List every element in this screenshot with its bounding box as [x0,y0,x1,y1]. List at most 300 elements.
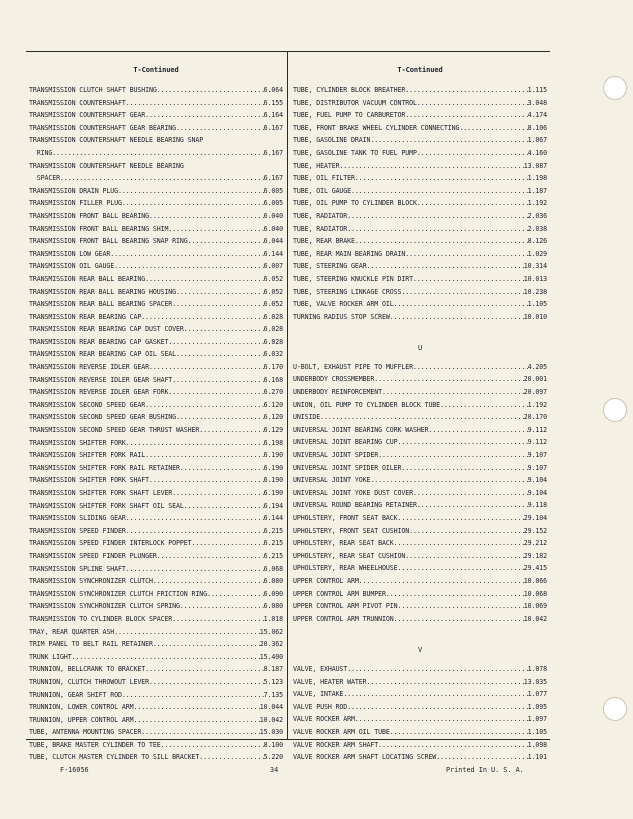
entry-label: TRANSMISSION TO CYLINDER BLOCK SPACER [29,614,173,623]
binder-hole-top [603,76,627,100]
index-entry [293,474,547,487]
right-column [293,64,547,764]
right-column-heading: T-Continued [397,66,443,74]
entry-label: UNIVERSAL ROUND BEARING RETAINER [293,501,417,510]
entry-reference-number: 6.064 [263,86,283,94]
entry-reference-number: 1.018 [263,614,283,623]
entry-label: UNDERBODY REINFORCEMENT [293,388,383,397]
entry-label: SPACER [29,174,60,183]
page-number: 34 [270,766,279,774]
index-entry [293,613,547,626]
entry-label: TUBE, OIL PUMP TO CYLINDER BLOCK [293,199,417,208]
leader-dots [397,562,523,575]
entry-label: RING [29,148,53,157]
entry-label: TRANSMISSION SECOND SPEED GEAR BUSHING [29,413,177,422]
entry-label: TUBE, STEERING LINKAGE CROSS [293,287,402,296]
entry-reference-number: 6.190 [263,489,283,497]
left-column [29,64,283,764]
entry-reference-number: 10.068 [523,589,547,598]
index-entry [293,399,547,412]
entry-label: TRANSMISSION COUNTERSHAFT NEEDLE BEARING SNAP [29,136,204,145]
entry-label: TURNING RADIUS STOP SCREW [293,312,390,321]
index-entry [29,537,283,550]
index-entry [293,235,547,248]
entry-reference-number: 20.170 [523,413,547,422]
entry-label: TUBE, ANTENNA MOUNTING SPACER [29,728,142,737]
index-entry [29,626,283,639]
entry-label: UNIVERSAL JOINT YOKE [293,476,371,485]
leader-dots [370,474,527,487]
index-entry [293,373,547,386]
index-entry [293,386,547,399]
entry-reference-number: 20.097 [523,388,547,397]
entry-reference-number: 10.042 [523,614,547,623]
index-entry [293,273,547,286]
entry-reference-number: 29.415 [523,564,547,573]
entry-label: TRIM PANEL TO BELT RAIL RETAINER [29,640,153,649]
leader-dots [199,751,263,764]
entry-label: TUBE, DISTRIBUTOR VACUUM CONTROL [293,98,417,107]
index-entry [29,424,283,437]
entry-label: TRANSMISSION REAR BEARING CAP DUST COVER [29,325,184,334]
index-entry [293,147,547,160]
index-entry [293,286,547,299]
leader-dots [126,525,264,538]
leader-dots [394,613,524,626]
entry-reference-number: 8.100 [263,740,283,749]
leader-dots [126,563,264,576]
entry-label: TRANSMISSION REVERSE IDLER GEAR FORK [29,388,169,397]
index-entry [29,689,283,702]
entry-label: UPHOLSTERY, REAR WHEELHOUSE [293,564,398,573]
entry-reference-number: 1.187 [527,186,547,195]
leader-dots [176,286,264,299]
entry-reference-number: 6.144 [263,514,283,523]
entry-reference-number: 6.155 [263,98,283,107]
entry-label: UPPER CONTROL ARM [293,576,359,585]
index-entry [29,600,283,613]
entry-label: TUBE, HEATER [293,161,340,170]
entry-label: TRANSMISSION SHIFTER FORK [29,438,126,447]
form-number: F-16056 [60,766,89,774]
leader-dots [145,449,264,462]
index-entry [29,172,283,185]
index-entry [29,411,283,424]
leader-dots [355,172,528,185]
leader-dots [118,185,264,198]
index-entry [29,147,283,160]
index-entry [293,713,547,726]
entry-reference-number: 6.028 [263,325,283,334]
entry-label: UPPER CONTROL ARM BUMPER [293,589,386,598]
entry-label: TRANSMISSION CLUTCH SHAFT BUSHING [29,86,157,94]
entry-reference-number: 6.028 [263,337,283,346]
entry-reference-number: 1.101 [527,753,547,762]
leader-dots [126,97,264,110]
entry-label: TRANSMISSION REVERSE IDLER GEAR [29,363,149,372]
entry-label: VALVE PUSH ROD [293,702,348,711]
entry-reference-number: 4.174 [527,111,547,120]
leader-dots [409,525,524,538]
entry-reference-number: 10.010 [523,312,547,321]
entry-label: TRANSMISSION SHIFTER FORK RAIL [29,451,146,460]
index-entry [293,726,547,739]
entry-label: TRANSMISSION OIL GAUGE [29,262,115,271]
index-entry [29,487,283,500]
leader-dots [149,361,264,374]
entry-reference-number: 6.190 [263,463,283,472]
entry-label: TRANSMISSION REAR BALL BEARING HOUSING [29,287,177,296]
entry-label: TRAY, REAR QUARTER ASH [29,627,115,636]
leader-dots [145,663,264,676]
index-entry [293,462,547,475]
leader-dots [378,449,528,462]
index-entry [29,449,283,462]
leader-dots [355,235,528,248]
entry-label: TRANSMISSION SHIFTER FORK SHAFT [29,476,149,485]
entry-reference-number: 9.104 [527,476,547,485]
entry-reference-number: 20.362 [259,640,283,649]
index-entry [29,348,283,361]
entry-label: TUBE, BRAKE MASTER CYLINDER TO TEE [29,740,161,749]
entry-label: TRANSMISSION COUNTERSHAFT [29,98,126,107]
entry-reference-number: 10.042 [259,715,283,724]
leader-dots [207,588,264,601]
index-entry [29,462,283,475]
index-entry [29,197,283,210]
leader-dots [386,588,524,601]
entry-label: TUBE, GASOLINE TANK TO FUEL PUMP [293,148,417,157]
entry-reference-number: 6.194 [263,501,283,510]
entry-label: TRANSMISSION REAR BEARING CAP OIL SEAL [29,350,177,359]
entry-reference-number: 5.220 [263,753,283,762]
index-entry [293,97,547,110]
index-entry [29,336,283,349]
leader-dots [374,373,524,386]
entry-label: TRANSMISSION SPEED FINDER INTERLOCK POPPET [29,539,192,548]
entry-reference-number: 6.190 [263,451,283,460]
index-entry [29,726,283,739]
index-entry [293,298,547,311]
leader-dots [199,424,263,437]
entry-reference-number: 3.048 [527,98,547,107]
index-entry [29,361,283,374]
entry-reference-number: 29.182 [523,551,547,560]
index-entry [29,575,283,588]
entry-reference-number: 6.005 [263,199,283,208]
entry-reference-number: 6.068 [263,564,283,573]
entry-reference-number: 1.098 [527,740,547,749]
leader-dots [176,411,264,424]
leader-dots [440,399,528,412]
entry-reference-number: 6.080 [263,602,283,611]
leader-dots [60,172,264,185]
index-entry [293,424,547,437]
entry-label: UNIVERSAL JOINT SPIDER [293,451,379,460]
leader-dots [351,185,528,198]
entry-label: UNIVERSAL JOINT SPIDER OILER [293,463,402,472]
entry-reference-number: 13.035 [523,677,547,686]
leader-dots [161,739,264,752]
entry-reference-number: 6.198 [263,438,283,447]
entry-reference-number: 1.029 [527,249,547,258]
index-entry [29,525,283,538]
index-entry [29,701,283,714]
entry-reference-number: 6.270 [263,388,283,397]
leader-dots [52,147,263,160]
entry-reference-number: 6.120 [263,400,283,409]
entry-label: VALVE, HEATER WATER [293,677,367,686]
leader-dots [126,437,264,450]
v-entry-list [293,663,547,764]
entry-reference-number: 8.126 [527,237,547,246]
entry-label: UPPER CONTROL ARM TRUNNION [293,614,394,623]
leader-dots [417,499,528,512]
entry-reference-number: 29.212 [523,539,547,548]
entry-reference-number: 1.105 [527,727,547,736]
entry-reference-number: 10.314 [523,262,547,271]
entry-label: TRANSMISSION FRONT BALL BEARING SNAP RING [29,237,188,246]
entry-label: TUBE, FRONT BRAKE WHEEL CYLINDER CONNECTING [293,123,460,132]
entry-label: UNION, OIL PUMP TO CYLINDER BLOCK TUBE [293,400,441,409]
binder-hole-middle [603,398,627,422]
leader-dots [394,298,528,311]
index-entry [293,487,547,500]
leader-dots [149,474,264,487]
entry-label: TUBE, RADIATOR [293,211,348,220]
index-entry [29,512,283,525]
entry-reference-number: 6.028 [263,312,283,321]
entry-label: UPHOLSTERY, REAR SEAT CUSHION [293,551,406,560]
entry-label: TRANSMISSION SECOND SPEED GEAR [29,400,146,409]
leader-dots [320,411,524,424]
leader-dots [343,688,527,701]
leader-dots [184,323,264,336]
entry-label: TRANSMISSION LOW GEAR [29,249,111,258]
entry-reference-number: 6.129 [263,426,283,435]
leader-dots [405,109,527,122]
leader-dots [114,260,264,273]
index-entry [29,663,283,676]
index-entry [29,739,283,752]
index-entry [293,512,547,525]
leader-dots [122,197,264,210]
entry-reference-number: 6.215 [263,526,283,535]
entry-label: VALVE ROCKER ARM [293,715,355,724]
entry-reference-number: 10.044 [259,703,283,712]
entry-reference-number: 15.062 [259,627,283,636]
leader-dots [141,311,263,324]
entry-reference-number: 9.104 [527,488,547,497]
index-entry [29,613,283,626]
leader-dots [168,336,263,349]
entry-reference-number: 6.044 [263,237,283,246]
entry-reference-number: 10.238 [523,287,547,296]
entry-reference-number: 6.040 [263,224,283,233]
index-entry [293,411,547,424]
leader-dots [180,462,264,475]
entry-label: TRANSMISSION SYNCHRONIZER CLUTCH [29,577,153,586]
leader-dots [133,701,259,714]
leader-dots [370,134,527,147]
entry-label: VALVE ROCKER ARM SHAFT [293,740,379,749]
index-entry [293,537,547,550]
leader-dots [145,273,264,286]
index-entry [29,235,283,248]
entry-reference-number: 6.052 [263,300,283,309]
index-entry [293,210,547,223]
index-entry [293,361,547,374]
entry-label: TRANSMISSION SYNCHRONIZER CLUTCH SPRING [29,602,180,611]
leader-dots [347,701,527,714]
entry-reference-number: 1.115 [527,86,547,94]
entry-reference-number: 9.112 [527,425,547,434]
entry-label: TUBE, FUEL PUMP TO CARBURETOR [293,111,406,120]
entry-label: TRANSMISSION FILLER PLUG [29,199,122,208]
binder-hole-bottom [603,697,627,721]
index-entry [29,563,283,576]
entry-label: TUBE, VALVE ROCKER ARM OIL [293,300,394,309]
leader-dots [355,713,528,726]
leader-dots [417,97,528,110]
leader-dots [180,600,264,613]
entry-label: TRANSMISSION SHIFTER FORK RAIL RETAINER [29,463,180,472]
u-entry-list [293,361,547,625]
index-entry [29,210,283,223]
entry-reference-number: 9.112 [527,438,547,447]
index-entry [29,160,283,173]
entry-label: TRANSMISSION SLIDING GEAR [29,514,126,523]
index-entry [293,197,547,210]
leader-dots [168,223,263,236]
entry-reference-number: 10.013 [523,274,547,283]
entry-label: UPHOLSTERY, FRONT SEAT BACK [293,514,398,522]
entry-reference-number: 2.038 [527,224,547,233]
entry-reference-number: 7.135 [263,690,283,699]
entry-reference-number: 9.118 [527,501,547,510]
index-entry [29,84,283,97]
index-entry [293,588,547,601]
index-entry [29,311,283,324]
index-entry [29,399,283,412]
entry-reference-number: 1.078 [527,664,547,673]
leader-dots [401,286,523,299]
entry-reference-number: 6.164 [263,111,283,120]
index-entry [29,223,283,236]
entry-label: TUBE, CLUTCH MASTER CYLINDER TO SILL BRACKET [29,753,200,762]
leader-dots [397,512,523,525]
leader-dots [122,689,264,702]
column-divider [287,51,288,739]
entry-reference-number: 1.095 [527,702,547,711]
index-entry [293,109,547,122]
leader-dots [401,462,527,475]
entry-label: UPHOLSTERY, FRONT SEAT CUSHION [293,526,410,535]
index-entry [293,701,547,714]
index-entry [29,298,283,311]
entry-reference-number: 6.190 [263,476,283,485]
entry-reference-number: 1.077 [527,690,547,699]
leader-dots [172,487,263,500]
entry-label: VALVE ROCKER ARM SHAFT LOCATING SCREW [293,753,437,762]
index-entry [293,739,547,752]
entry-reference-number: 6.120 [263,413,283,422]
index-entry [29,751,283,764]
entry-reference-number: 6.005 [263,186,283,195]
index-entry [293,499,547,512]
entry-label: TUBE, OIL GAUGE [293,186,352,195]
entry-reference-number: 8.106 [527,123,547,132]
entry-reference-number: 1.097 [527,715,547,724]
entry-label: UNDERBODY CROSSMEMBER [293,375,375,384]
index-entry [29,714,283,727]
entry-label: TRANSMISSION COUNTERSHAFT GEAR BEARING [29,123,177,132]
leader-dots [347,223,527,236]
leader-dots [390,726,528,739]
entry-label: TUBE, STEERING GEAR [293,262,367,271]
entry-reference-number: 6.167 [263,123,283,132]
index-entry [29,651,283,664]
leader-dots [157,550,264,563]
leader-dots [347,210,527,223]
entry-label: TUBE, CYLINDER BLOCK BREATHER [293,86,406,94]
entry-reference-number: 29.104 [523,514,547,522]
entry-label: TRUNK LIGHT [29,652,72,661]
index-entry [293,84,547,97]
leader-dots [184,500,264,513]
leader-dots [428,424,527,437]
index-entry [293,248,547,261]
index-entry [29,676,283,689]
index-entry [29,109,283,122]
entry-reference-number: 1.198 [527,174,547,183]
index-entry [29,122,283,135]
index-entry [293,550,547,563]
entry-label: TRUNNION, LOWER CONTROL ARM [29,703,134,712]
entry-label: TRANSMISSION REAR BEARING CAP [29,312,142,321]
index-entry [293,688,547,701]
entry-reference-number: 9.107 [527,451,547,460]
leader-dots [172,613,263,626]
index-entry [293,600,547,613]
entry-label: TRANSMISSION REAR BALL BEARING SPACER [29,300,173,309]
entry-reference-number: 6.052 [263,287,283,296]
entry-label: VALVE, EXHAUST [293,664,348,673]
index-entry [29,185,283,198]
entry-reference-number: 6.080 [263,577,283,586]
entry-label: TRANSMISSION SPLINE SHAFT [29,564,126,573]
entry-label: TRANSMISSION REAR BALL BEARING [29,274,146,283]
leader-dots [359,575,524,588]
entry-label: TUBE, GASOLINE DRAIN [293,136,371,145]
leader-dots [378,739,528,752]
entry-reference-number: 6.040 [263,211,283,220]
index-entry [29,273,283,286]
index-entry [29,638,283,651]
index-entry [293,122,547,135]
entry-label: TRANSMISSION REAR BEARING CAP GASKET [29,337,169,346]
leader-dots [110,248,263,261]
entry-reference-number: 2.036 [527,211,547,220]
leader-dots [339,160,523,173]
leader-dots [133,714,259,727]
left-column-heading: T-Continued [133,66,179,74]
spacer [293,625,547,638]
entry-reference-number: 6.032 [263,350,283,359]
t-entry-list [293,84,547,323]
entry-reference-number: 1.192 [527,199,547,208]
entry-reference-number: 6.215 [263,539,283,548]
